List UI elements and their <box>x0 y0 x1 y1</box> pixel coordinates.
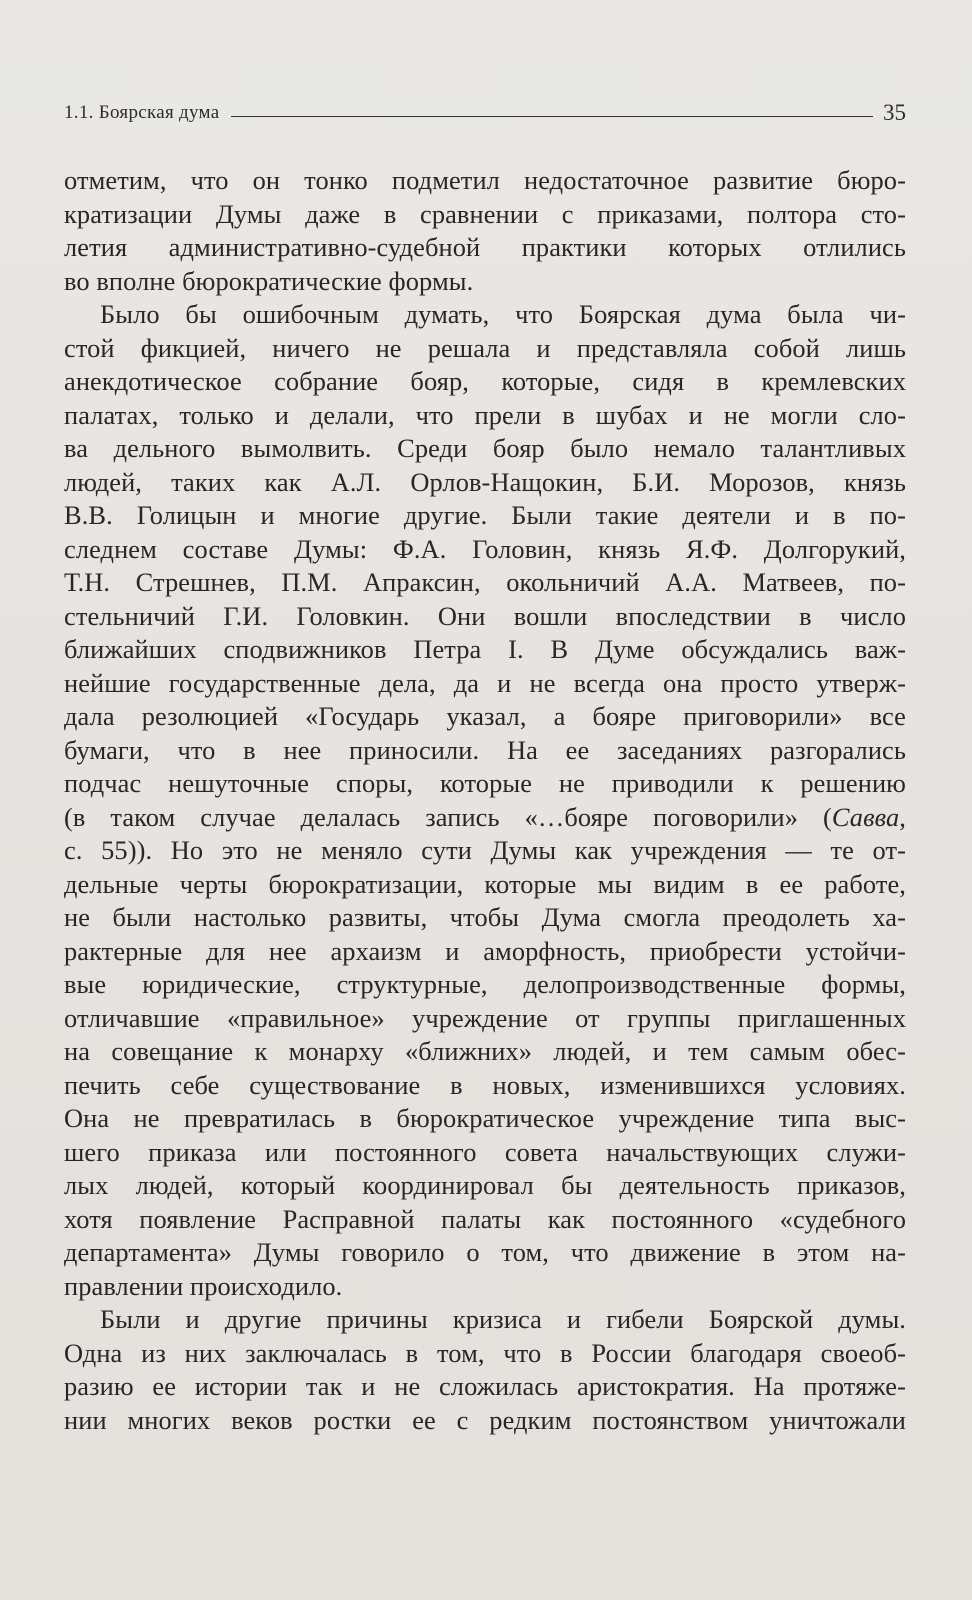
text-line: не были настолько развиты, чтобы Дума смогла преодолеть ха- <box>64 902 906 932</box>
text-line: стельничий Г.И. Головкин. Они вошли впоследствии в число <box>64 600 906 631</box>
text-line: печить себе существование в новых, изменившихся условиях. <box>64 1069 906 1100</box>
text-line: палатах, только и делали, что прели в шубах и не могли сло- <box>64 399 906 430</box>
text-line: лых людей, который координировал бы деятельность приказов, <box>64 1170 906 1200</box>
page-number: 35 <box>883 100 906 125</box>
text-line: нии многих веков ростки ее с редким постоянством уничтожали <box>64 1404 906 1435</box>
text-line: следнем составе Думы: Ф.А. Головин, князь Я.Ф. Долгорукий, <box>64 533 906 564</box>
paragraph <box>64 1303 906 1437</box>
text-line: правлении происходило. <box>64 1270 343 1301</box>
text-line: шего приказа или постоянного совета начальствующих служи- <box>64 1136 906 1167</box>
text-line: В.В. Голицын и многие другие. Были такие деятели и в по- <box>64 500 906 530</box>
text-line: ва дельного вымолвить. Среди бояр было немало талантливых <box>64 433 906 463</box>
paragraph <box>64 298 906 1303</box>
text-line: во вполне бюрократические формы. <box>64 265 474 296</box>
citation-author: Савва <box>831 801 900 832</box>
text-line: департамента» Думы говорило о том, что движение в этом на- <box>64 1237 906 1267</box>
text-line: людей, таких как А.Л. Орлов-Нащокин, Б.И. Морозов, князь <box>64 466 906 497</box>
text-line: вые юридические, структурные, делопроизводственные формы, <box>64 969 906 999</box>
text-line: разию ее истории так и не сложилась аристократия. На протяже- <box>64 1371 906 1401</box>
header-rule <box>231 116 873 117</box>
section-title: 1.1. Боярская дума <box>64 102 220 123</box>
text-line: стой фикцией, ничего не решала и представляла собой лишь <box>64 332 906 363</box>
body-text <box>64 164 906 1437</box>
paragraph <box>64 164 906 298</box>
text-line: Т.Н. Стрешнев, П.М. Апраксин, окольничий А.А. Матвеев, по- <box>64 567 906 597</box>
text-line: хотя появление Расправной палаты как постоянного «судебного <box>64 1203 906 1234</box>
text-line: отметим, что он тонко подметил недостаточное развитие бюро- <box>64 165 906 195</box>
text-line: ближайших сподвижников Петра I. В Думе обсуждались важ- <box>64 634 906 664</box>
text-line: Она не превратилась в бюрократическое учреждение типа выс- <box>64 1103 906 1133</box>
text-line: отличавшие «правильное» учреждение от группы приглашенных <box>64 1002 906 1033</box>
text-line: рактерные для нее архаизм и аморфность, приобрести устойчи- <box>64 935 906 966</box>
running-head <box>64 98 906 128</box>
text-line: бумаги, что в нее приносили. На ее заседаниях разгорались <box>64 734 906 765</box>
text-line: нейшие государственные дела, да и не всегда она просто утверж- <box>64 667 906 698</box>
text-line: Одна из них заключалась в том, что в России благодаря своеоб- <box>64 1337 906 1368</box>
text-line: анекдотическое собрание бояр, которые, сидя в кремлевских <box>64 366 906 396</box>
text-line: подчас нешуточные споры, которые не приводили к решению <box>64 768 906 798</box>
text-line: с. 55)). Но это не меняло сути Думы как учреждения — те от- <box>64 835 906 865</box>
text-line: Были и другие причины кризиса и гибели Боярской думы. <box>100 1304 906 1334</box>
text-line: Было бы ошибочным думать, что Боярская дума была чи- <box>100 299 906 329</box>
text-line: дала резолюцией «Государь указал, а бояре приговорили» все <box>64 701 906 731</box>
text-line: дельные черты бюрократизации, которые мы видим в ее работе, <box>64 868 906 899</box>
text-line: кратизации Думы даже в сравнении с приказами, полтора сто- <box>64 198 906 229</box>
text-line: на совещание к монарху «ближних» людей, и тем самым обес- <box>64 1036 906 1066</box>
text-line: (в таком случае делалась запись «…бояре поговорили» (Савва, <box>64 801 906 832</box>
text-line: летия административно-судебной практики которых отлились <box>64 232 906 262</box>
